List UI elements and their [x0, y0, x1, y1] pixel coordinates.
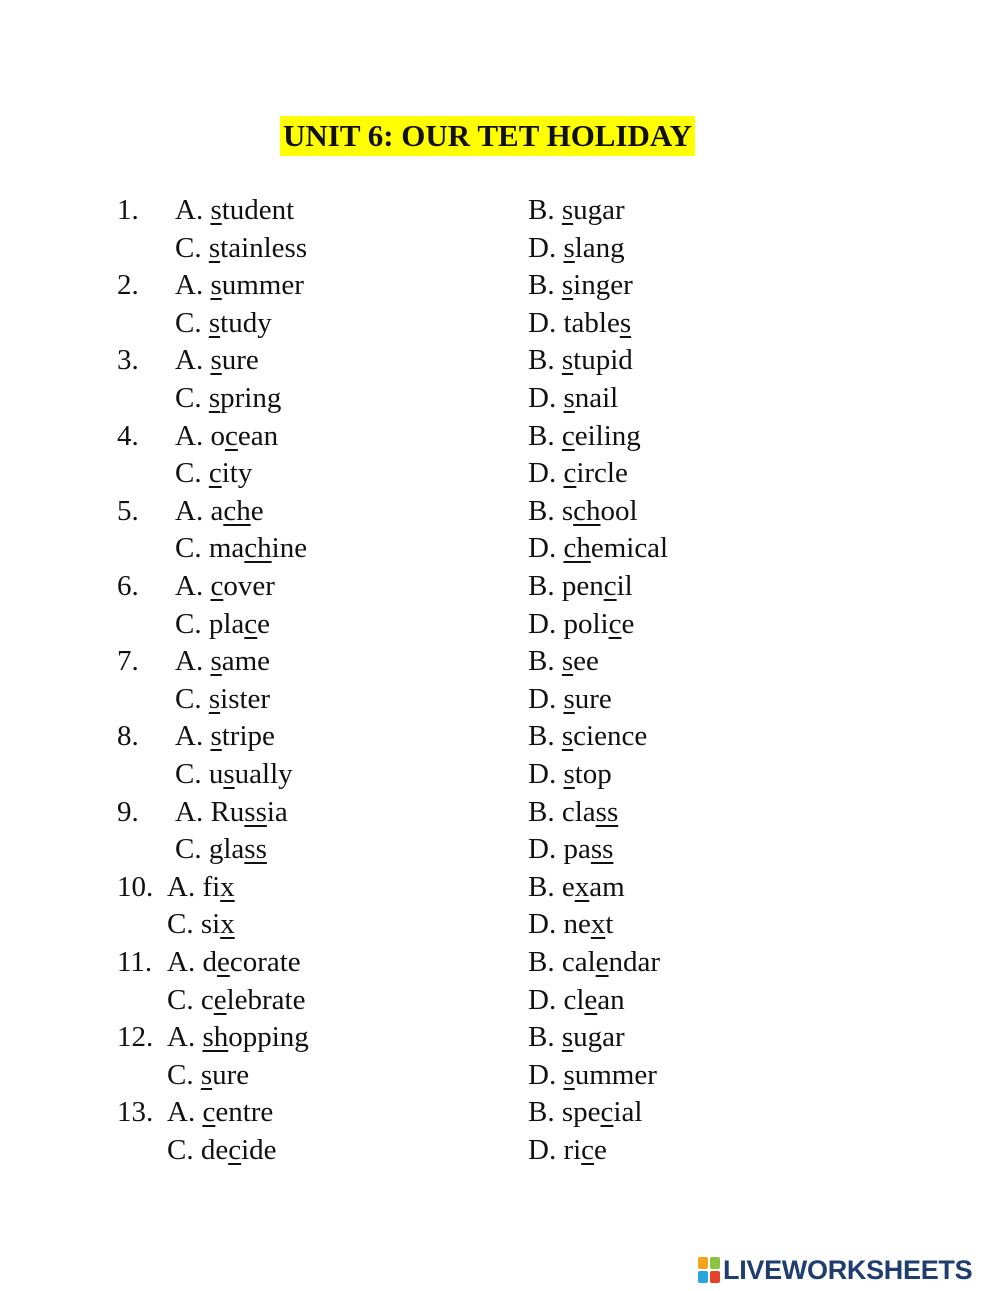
- question-number: 9.: [117, 795, 139, 828]
- underlined-sound: ss: [244, 795, 267, 828]
- word-part: ma: [208, 532, 245, 565]
- option-b: [528, 719, 647, 753]
- underlined-sound: c: [208, 457, 222, 490]
- option-b: [528, 569, 633, 603]
- underlined-sound: s: [210, 194, 222, 226]
- option-a: [175, 644, 270, 678]
- question-number: 7.: [117, 645, 139, 678]
- option-label: A.: [175, 570, 211, 602]
- option-label: C.: [175, 682, 209, 715]
- word-part: ugar: [573, 1021, 625, 1054]
- option-label: D.: [528, 682, 564, 715]
- word-part: cl: [563, 983, 585, 1016]
- word-part: tudy: [220, 306, 272, 339]
- option-d: [528, 983, 625, 1017]
- option-label: A.: [167, 1096, 203, 1129]
- word-part: e: [257, 607, 271, 640]
- underlined-sound: s: [563, 1058, 575, 1091]
- underlined-sound: c: [563, 457, 577, 490]
- option-label: B.: [528, 344, 562, 377]
- option-c: [167, 907, 235, 941]
- liveworksheets-logo-icon: [698, 1257, 720, 1283]
- option-label: B.: [528, 419, 562, 452]
- option-d: [528, 381, 618, 415]
- option-b: [528, 494, 638, 528]
- word-part: ool: [600, 494, 638, 527]
- underlined-sound: s: [208, 306, 221, 339]
- word-part: ircle: [576, 457, 628, 490]
- underlined-sound: s: [208, 682, 221, 715]
- word-part: cal: [561, 946, 596, 978]
- option-label: D.: [528, 306, 564, 339]
- word-part: o: [210, 419, 225, 452]
- liveworksheets-logo[interactable]: [698, 1253, 972, 1287]
- option-label: D.: [528, 758, 564, 790]
- option-a: [175, 343, 259, 377]
- word-part: inger: [573, 269, 633, 302]
- option-label: A.: [167, 946, 203, 978]
- worksheet-title: UNIT 6: OUR TET HOLIDAY: [280, 116, 695, 156]
- option-d: [528, 832, 613, 866]
- option-label: B.: [528, 1021, 562, 1054]
- option-b: [528, 419, 641, 453]
- option-label: C.: [175, 758, 209, 790]
- underlined-sound: c: [581, 1134, 595, 1166]
- underlined-sound: ch: [563, 532, 591, 565]
- option-label: D.: [528, 231, 564, 264]
- option-label: C.: [167, 1134, 201, 1166]
- underlined-sound: ch: [573, 494, 601, 527]
- option-c: [175, 456, 252, 490]
- underlined-sound: c: [202, 1096, 216, 1129]
- word-part: emical: [590, 532, 669, 565]
- underlined-sound: s: [208, 382, 221, 414]
- word-part: cience: [573, 720, 648, 753]
- word-part: ure: [221, 344, 259, 377]
- word-part: il: [616, 570, 633, 602]
- word-part: Ru: [210, 795, 245, 828]
- option-label: A.: [175, 494, 211, 527]
- word-part: ine: [271, 532, 308, 565]
- word-part: ity: [221, 457, 253, 490]
- word-part: fi: [202, 870, 221, 903]
- underlined-sound: s: [563, 682, 575, 715]
- option-c: [175, 531, 307, 565]
- option-b: [528, 644, 599, 678]
- option-label: B.: [528, 795, 562, 828]
- option-d: [528, 907, 613, 941]
- underlined-sound: sh: [202, 1021, 229, 1054]
- underlined-sound: s: [561, 1021, 574, 1054]
- underlined-sound: ch: [244, 532, 272, 565]
- option-d: [528, 306, 631, 340]
- option-label: B.: [528, 494, 562, 527]
- underlined-sound: s: [223, 758, 235, 790]
- option-d: [528, 231, 625, 265]
- option-b: [528, 1095, 642, 1129]
- word-part: eiling: [574, 419, 641, 452]
- underlined-sound: s: [561, 720, 574, 753]
- underlined-sound: c: [210, 570, 224, 602]
- option-d: [528, 1133, 607, 1167]
- underlined-sound: s: [210, 269, 222, 302]
- word-part: tripe: [221, 720, 275, 753]
- option-label: B.: [528, 645, 562, 678]
- word-part: ugar: [573, 194, 625, 226]
- underlined-sound: s: [210, 645, 222, 678]
- underlined-sound: s: [563, 382, 575, 414]
- underlined-sound: c: [600, 1096, 614, 1129]
- word-part: d: [202, 946, 217, 978]
- word-part: s: [561, 494, 574, 527]
- option-label: A.: [175, 419, 211, 452]
- word-part: tainless: [220, 231, 308, 264]
- logo-text: LIVEWORKSHEETS: [723, 1254, 973, 1285]
- option-label: C.: [167, 908, 201, 941]
- underlined-sound: s: [561, 269, 574, 302]
- word-part: tudent: [221, 194, 295, 226]
- option-c: [175, 682, 270, 716]
- underlined-sound: e: [595, 946, 609, 978]
- option-a: [175, 419, 278, 453]
- question-number: 6.: [117, 570, 139, 602]
- word-part: lebrate: [226, 983, 306, 1016]
- option-label: D.: [528, 833, 564, 866]
- option-label: D.: [528, 908, 564, 941]
- question-number: 1.: [117, 194, 139, 226]
- question-number: 10.: [117, 870, 154, 903]
- underlined-sound: c: [224, 419, 238, 452]
- word-part: ure: [212, 1058, 250, 1091]
- option-a: [167, 870, 235, 904]
- underlined-sound: c: [228, 1134, 242, 1166]
- word-part: ri: [563, 1134, 582, 1166]
- option-a: [167, 945, 301, 979]
- option-a: [167, 1095, 273, 1129]
- logo-square-blue: [698, 1271, 708, 1283]
- option-label: B.: [528, 570, 562, 602]
- question-number: 5.: [117, 494, 139, 527]
- underlined-sound: s: [208, 231, 221, 264]
- word-part: an: [597, 983, 625, 1016]
- word-part: ame: [221, 645, 271, 678]
- underlined-sound: c: [561, 419, 575, 452]
- option-label: B.: [528, 1096, 562, 1129]
- option-label: C.: [175, 833, 209, 866]
- word-part: opping: [228, 1021, 309, 1054]
- underlined-sound: s: [210, 344, 222, 377]
- option-label: C.: [175, 306, 209, 339]
- option-c: [175, 607, 270, 641]
- underlined-sound: c: [608, 607, 622, 640]
- underlined-sound: s: [619, 306, 632, 339]
- word-part: pring: [220, 382, 282, 414]
- word-part: e: [561, 870, 575, 903]
- underlined-sound: x: [590, 908, 606, 941]
- underlined-sound: ss: [244, 833, 267, 866]
- word-part: ure: [574, 682, 612, 715]
- word-part: ndar: [608, 946, 661, 978]
- underlined-sound: s: [210, 720, 222, 753]
- word-part: nail: [574, 382, 619, 414]
- word-part: ee: [573, 645, 599, 678]
- option-d: [528, 456, 628, 490]
- option-label: A.: [175, 269, 211, 302]
- option-label: B.: [528, 946, 562, 978]
- option-b: [528, 945, 660, 979]
- option-label: D.: [528, 532, 564, 565]
- word-part: pa: [563, 833, 591, 866]
- option-label: C.: [175, 231, 209, 264]
- underlined-sound: ch: [223, 494, 251, 527]
- option-d: [528, 1058, 657, 1092]
- option-c: [175, 381, 281, 415]
- underlined-sound: s: [561, 645, 574, 678]
- word-part: e: [250, 494, 264, 527]
- word-part: ean: [237, 419, 279, 452]
- question-number: 12.: [117, 1021, 154, 1054]
- option-label: A.: [175, 194, 211, 226]
- word-part: si: [200, 908, 221, 941]
- option-a: [175, 494, 264, 528]
- underlined-sound: e: [216, 946, 230, 978]
- underlined-sound: c: [603, 570, 617, 602]
- word-part: ia: [266, 795, 288, 828]
- option-b: [528, 193, 625, 227]
- option-label: B.: [528, 870, 562, 903]
- option-label: A.: [167, 1021, 203, 1054]
- word-part: tupid: [573, 344, 633, 377]
- underlined-sound: x: [220, 908, 235, 941]
- question-number: 11.: [117, 946, 153, 978]
- option-c: [167, 1058, 249, 1092]
- underlined-sound: e: [213, 983, 227, 1016]
- word-part: corate: [229, 946, 301, 978]
- word-part: poli: [563, 607, 609, 640]
- underlined-sound: s: [563, 758, 575, 790]
- option-label: B.: [528, 720, 562, 753]
- option-a: [167, 1020, 309, 1054]
- option-a: [175, 719, 275, 753]
- word-part: pla: [208, 607, 245, 640]
- option-c: [167, 1133, 277, 1167]
- underlined-sound: e: [584, 983, 598, 1016]
- option-label: D.: [528, 983, 564, 1016]
- option-label: C.: [175, 382, 209, 414]
- option-b: [528, 1020, 625, 1054]
- question-number: 3.: [117, 344, 139, 377]
- word-part: u: [208, 758, 224, 790]
- option-c: [175, 231, 307, 265]
- word-part: ummer: [221, 269, 304, 302]
- word-part: de: [200, 1134, 229, 1166]
- option-label: D.: [528, 607, 564, 640]
- option-d: [528, 682, 612, 716]
- option-label: B.: [528, 269, 562, 302]
- question-number: 2.: [117, 269, 139, 302]
- underlined-sound: x: [220, 870, 235, 903]
- word-part: am: [589, 870, 625, 903]
- option-d: [528, 757, 612, 791]
- word-part: ually: [234, 758, 293, 790]
- word-part: spe: [561, 1096, 601, 1129]
- option-label: A.: [167, 870, 203, 903]
- option-label: A.: [175, 645, 211, 678]
- word-part: a: [210, 494, 224, 527]
- word-part: c: [200, 983, 214, 1016]
- option-c: [175, 832, 267, 866]
- option-label: A.: [175, 344, 211, 377]
- word-part: ide: [241, 1134, 277, 1166]
- option-b: [528, 870, 625, 904]
- underlined-sound: s: [200, 1058, 213, 1091]
- option-label: C.: [175, 607, 209, 640]
- option-label: A.: [175, 795, 211, 828]
- option-b: [528, 343, 633, 377]
- word-part: pen: [561, 570, 604, 602]
- word-part: e: [594, 1134, 607, 1166]
- option-a: [175, 569, 275, 603]
- question-number: 4.: [117, 419, 139, 452]
- word-part: lang: [574, 231, 625, 264]
- word-part: ister: [220, 682, 271, 715]
- option-b: [528, 795, 618, 829]
- option-c: [175, 306, 272, 340]
- word-part: ial: [613, 1096, 643, 1129]
- option-a: [175, 268, 304, 302]
- underlined-sound: c: [244, 607, 258, 640]
- underlined-sound: ss: [595, 795, 619, 828]
- question-number: 13.: [117, 1096, 154, 1129]
- option-label: C.: [175, 457, 209, 490]
- option-a: [175, 795, 288, 829]
- logo-square-green: [710, 1257, 720, 1269]
- word-part: ummer: [574, 1058, 657, 1091]
- word-part: top: [574, 758, 612, 790]
- underlined-sound: s: [563, 231, 575, 264]
- logo-square-red: [710, 1271, 720, 1283]
- underlined-sound: s: [561, 194, 574, 226]
- option-label: D.: [528, 382, 564, 414]
- word-part: gla: [208, 833, 245, 866]
- option-a: [175, 193, 294, 227]
- option-c: [167, 983, 305, 1017]
- word-part: t: [605, 908, 614, 941]
- option-b: [528, 268, 633, 302]
- option-label: D.: [528, 1058, 564, 1091]
- option-c: [175, 757, 293, 791]
- logo-square-orange: [698, 1257, 708, 1269]
- option-label: A.: [175, 720, 211, 753]
- option-label: D.: [528, 457, 564, 490]
- word-part: cla: [561, 795, 596, 828]
- option-d: [528, 531, 668, 565]
- word-part: e: [621, 607, 635, 640]
- option-label: C.: [167, 983, 201, 1016]
- option-label: C.: [167, 1058, 201, 1091]
- word-part: entre: [215, 1096, 274, 1129]
- option-label: B.: [528, 194, 562, 226]
- option-d: [528, 607, 634, 641]
- word-part: over: [223, 570, 275, 602]
- underlined-sound: ss: [590, 833, 614, 866]
- question-number: 8.: [117, 720, 139, 753]
- word-part: table: [563, 306, 620, 339]
- word-part: ne: [563, 908, 591, 941]
- option-label: C.: [175, 532, 209, 565]
- underlined-sound: s: [561, 344, 574, 377]
- option-label: D.: [528, 1134, 564, 1166]
- underlined-sound: x: [574, 870, 590, 903]
